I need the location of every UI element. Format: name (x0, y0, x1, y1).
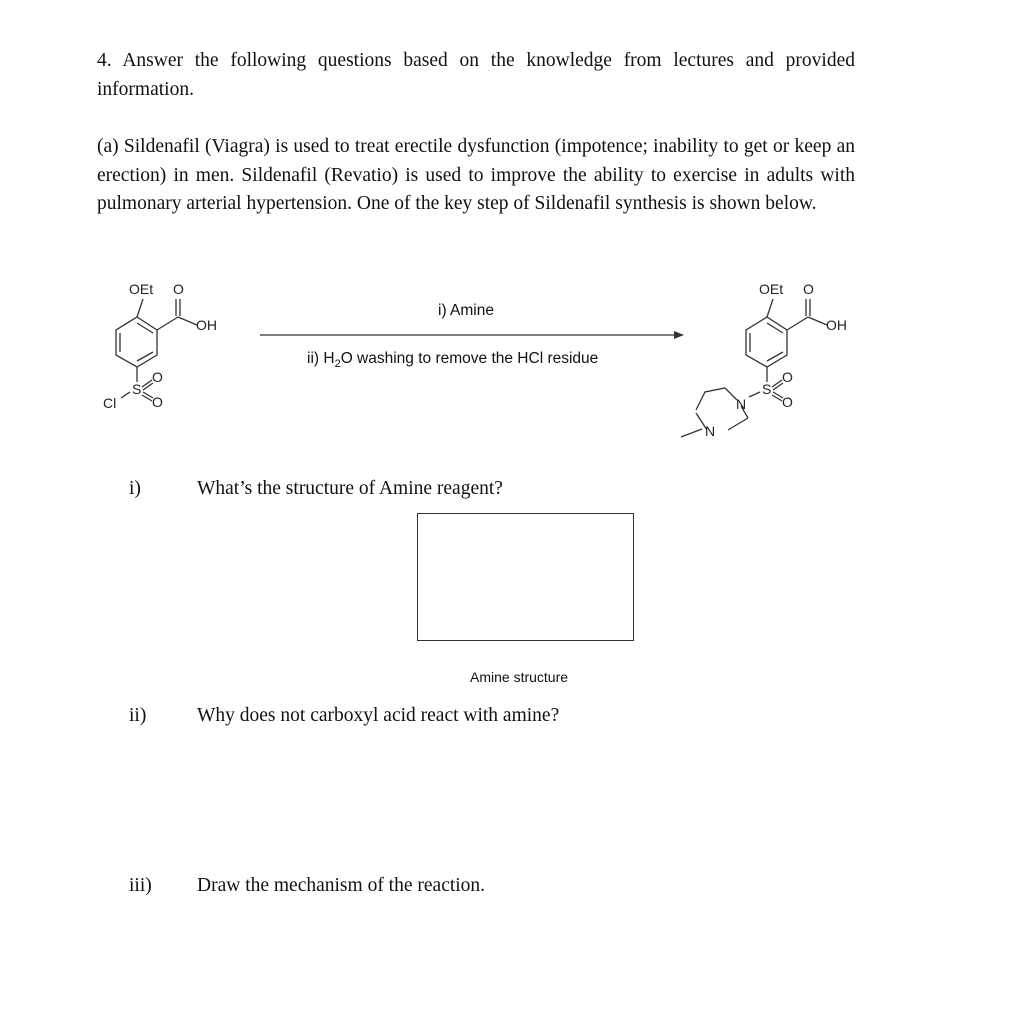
question-2-text: Why does not carboxyl acid react with amine? (197, 705, 560, 726)
product-oet-label: OEt (759, 281, 784, 297)
reaction-arrow (260, 331, 684, 339)
product-oh-label: OH (826, 317, 847, 333)
reactant-s-label: S (132, 381, 142, 397)
reactant-cl-label: Cl (103, 395, 117, 411)
condition-2-prefix: ii) H (307, 350, 335, 367)
product-carbonyl-o-label: O (803, 281, 814, 297)
reaction-condition-2 (307, 350, 598, 370)
reaction-condition-1: i) Amine (438, 302, 494, 319)
reactant-so-top-label: O (152, 369, 163, 385)
condition-2-subscript: 2 (334, 358, 341, 371)
reactant-oet-label: OEt (129, 281, 154, 297)
amine-answer-box[interactable] (417, 513, 634, 641)
question-3-number: iii) (129, 875, 152, 896)
product-so-top-label: O (782, 369, 793, 385)
product-sulfonamide-n-label: N (736, 396, 747, 412)
product-methyl-n-label: N (705, 423, 716, 439)
question-3-text: Draw the mechanism of the reaction. (197, 875, 486, 896)
reactant-structure (103, 281, 217, 411)
reactant-so-bottom-label: O (152, 394, 163, 410)
intro-paragraph: 4. Answer the following questions based on the knowledge from lectures and provided information. (97, 50, 855, 100)
condition-2-suffix: O washing to remove the HCl residue (340, 350, 599, 367)
question-2-number: ii) (129, 705, 147, 726)
product-structure (681, 281, 847, 439)
amine-answer-caption: Amine structure (470, 669, 569, 685)
product-so-bottom-label: O (782, 394, 793, 410)
part-a-paragraph: (a) Sildenafil (Viagra) is used to treat erectile dysfunction (impotence; inability to get or keep an erection) in men. Sildenafil (Revatio) is used to improve the ability to exercise in adults with pulmonary arterial hypertension. One of the key step of Sildenafil synthesis is shown below. (97, 136, 855, 214)
reactant-oh-label: OH (196, 317, 217, 333)
reactant-carbonyl-o-label: O (173, 281, 184, 297)
question-1-number: i) (129, 478, 141, 499)
question-1-text: What’s the structure of Amine reagent? (197, 478, 503, 499)
product-s-label: S (762, 381, 772, 397)
